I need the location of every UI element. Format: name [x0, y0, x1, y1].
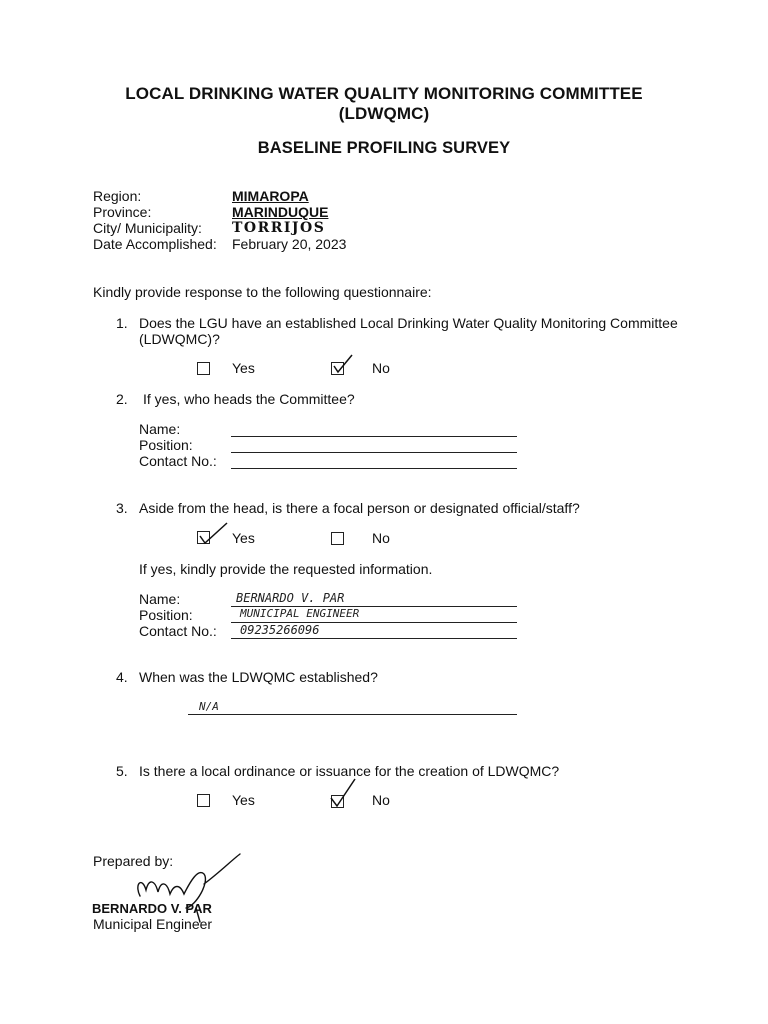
region-label: Region:	[93, 188, 142, 204]
q1-text: Does the LGU have an established Local Drinking Water Quality Monitoring Committee	[139, 315, 678, 331]
q2-contact-label: Contact No.:	[139, 453, 217, 469]
q1-number: 1.	[116, 315, 128, 331]
province-label: Province:	[93, 204, 152, 220]
document-subtitle: BASELINE PROFILING SURVEY	[257, 139, 511, 157]
q2-position-label: Position:	[139, 437, 193, 453]
q2-number: 2.	[116, 391, 128, 407]
q1-no-checkmark-icon	[331, 354, 355, 376]
q4-text: When was the LDWQMC established?	[139, 669, 378, 685]
date-value: February 20, 2023	[232, 236, 347, 252]
document-title: LOCAL DRINKING WATER QUALITY MONITORING COMMITTEE	[125, 84, 643, 103]
q1-text-cont: (LDWQMC)?	[139, 331, 220, 347]
city-label: City/ Municipality:	[93, 220, 202, 236]
q2-text: If yes, who heads the Committee?	[143, 391, 355, 407]
q3-yes-label: Yes	[232, 530, 255, 546]
q2-position-line[interactable]	[231, 452, 517, 453]
q2-name-label: Name:	[139, 421, 181, 437]
q5-no-checkmark-icon	[327, 778, 357, 808]
intro-text: Kindly provide response to the following questionnaire:	[93, 284, 432, 300]
q1-yes-label: Yes	[232, 360, 255, 376]
q2-name-line[interactable]	[231, 436, 517, 437]
province-value: MARINDUQUE	[232, 204, 329, 220]
q3-text: Aside from the head, is there a focal person or designated official/staff?	[139, 500, 580, 516]
q3-followup-text: If yes, kindly provide the requested information.	[139, 561, 433, 577]
q4-answer-line[interactable]	[188, 714, 517, 715]
q5-yes-checkbox[interactable]	[197, 794, 210, 807]
prepared-by-label: Prepared by:	[93, 853, 174, 869]
region-value: MIMAROPA	[232, 188, 309, 204]
q3-position-label: Position:	[139, 607, 193, 623]
q5-text: Is there a local ordinance or issuance for the creation of LDWQMC?	[139, 763, 560, 779]
signatory-name: BERNARDO V. PAR	[92, 901, 212, 916]
date-label: Date Accomplished:	[93, 236, 217, 252]
city-value: TORRIJOS	[232, 220, 326, 236]
q3-name-handwritten: BERNARDO V. PAR	[236, 591, 345, 605]
q3-position-handwritten: MUNICIPAL ENGINEER	[240, 607, 360, 620]
q3-no-label: No	[372, 530, 390, 546]
q3-contact-handwritten: 09235266096	[240, 623, 320, 637]
q4-answer-handwritten: N/A	[199, 700, 219, 713]
q3-contact-line[interactable]	[231, 638, 517, 639]
q5-yes-label: Yes	[232, 792, 255, 808]
q3-no-checkbox[interactable]	[331, 532, 344, 545]
q3-yes-checkmark-icon	[197, 522, 229, 546]
q5-no-label: No	[372, 792, 390, 808]
document-title-abbrev: (LDWQMC)	[338, 104, 430, 123]
q3-name-label: Name:	[139, 591, 181, 607]
q5-number: 5.	[116, 763, 128, 779]
q3-contact-label: Contact No.:	[139, 623, 217, 639]
q1-no-label: No	[372, 360, 390, 376]
signatory-title: Municipal Engineer	[93, 916, 213, 932]
q1-yes-checkbox[interactable]	[197, 362, 210, 375]
q3-number: 3.	[116, 500, 128, 516]
q4-number: 4.	[116, 669, 128, 685]
q2-contact-line[interactable]	[231, 468, 517, 469]
